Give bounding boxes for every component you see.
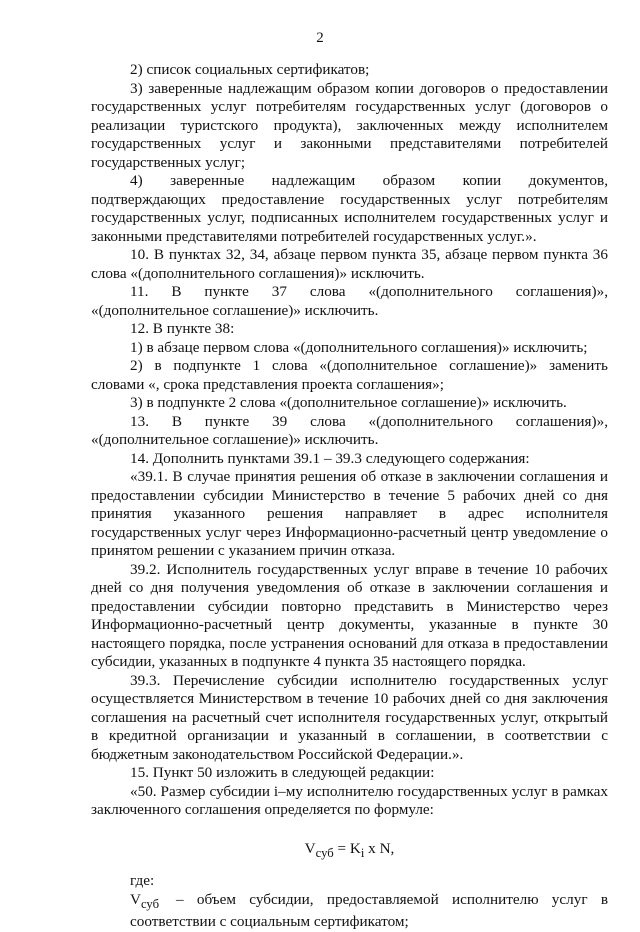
formula-v: V: [304, 839, 316, 857]
paragraph-list-item-3: 3) заверенные надлежащим образом копии договоров о предоставлении государственных услуг потребителям государственных услуг (договоров о реализации туристского продукта), заключенных между исполнителем государственных услуг и законными представителями потребителей государственных услуг;: [91, 79, 608, 171]
paragraph-item-39-1: «39.1. В случае принятия решения об отказе в заключении соглашения и предоставлении субсидии Министерство в течение 5 рабочих дней со дня принятия указанного решения направляет в адрес исполнителя государственных услуг через Информационно-расчетный центр уведомление о принятом решении с указанием причин отказа.: [91, 468, 608, 559]
paragraph-item-50: «50. Размер субсидии i–му исполнителю государственных услуг в рамках заключенного соглашения определяется по формуле:: [91, 782, 608, 818]
formula-k-subscript: i: [360, 845, 365, 860]
definition-term: $V_{суб}$: [130, 890, 160, 911]
definition-v-sub: [91, 891, 608, 932]
paragraph-item-12-sub-3: 3) в подпункте 2 слова «(дополнительное соглашение)» исключить.: [130, 394, 567, 411]
paragraph-item-39-2: 39.2. Исполнитель государственных услуг вправе в течение 10 рабочих дней со дня получения уведомления об отказе в заключении соглашения и предоставлении субсидии повторно представить в Министерство через Информационно-расчетный центр документы, указанные в пункте 30 настоящего порядка, после устранения оснований для отказа в предоставлении субсидии, указанных в подпункте 4 пункта 35 настоящего порядка.: [91, 560, 608, 670]
paragraph-item-12-sub-2: 2) в подпункте 1 слова «(дополнительное соглашение)» заменить словами «, срока представления проекта соглашения»;: [91, 357, 608, 393]
document-body: [91, 61, 608, 932]
paragraph-item-11: 11. В пункте 37 слова «(дополнительного соглашения)», «(дополнительное соглашение)» исключить.: [91, 283, 608, 319]
where-label: где:: [130, 872, 155, 890]
paragraph-item-39-3: 39.3. Перечисление субсидии исполнителю государственных услуг осуществляется Министерством в течение 10 рабочих дней со дня заключения соглашения на расчетный счет исполнителя государственных услуг, открытый в кредитной организации и указанный в соглашении, в соответствии с бюджетным законодательством Российской Федерации.».: [91, 671, 608, 763]
formula: [91, 840, 608, 863]
page-number: 2: [316, 30, 324, 46]
paragraph-item-10: 10. В пунктах 32, 34, абзаце первом пункта 35, абзаце первом пункта 36 слова «(дополнительного соглашения)» исключить.: [91, 246, 608, 282]
paragraph-list-item-2: 2) список социальных сертификатов;: [130, 61, 370, 78]
paragraph-list-item-4: 4) заверенные надлежащим образом копии документов, подтверждающих предоставление государственных услуг потребителям государственных услуг, подписанных исполнителем государственных услуг и законными представителями потребителей государственных услуг.».: [91, 172, 608, 245]
formula-v-subscript: суб: [315, 845, 334, 860]
paragraph-item-14: 14. Дополнить пунктами 39.1 – 39.3 следующего содержания:: [130, 449, 530, 467]
formula-rest: x N,: [364, 839, 395, 857]
formula-equals: =: [333, 839, 350, 857]
formula-k: K: [349, 839, 361, 857]
paragraph-item-15: 15. Пункт 50 изложить в следующей редакции:: [130, 764, 435, 781]
definition-text: – объем субсидии, предоставляемой исполнителю услуг в соответствии с социальным сертификатом;: [130, 890, 608, 931]
paragraph-item-12-sub-1: 1) в абзаце первом слова «(дополнительного соглашения)» исключить;: [130, 338, 588, 356]
paragraph-item-13: 13. В пункте 39 слова «(дополнительного соглашения)», «(дополнительное соглашение)» исключить.: [91, 412, 608, 448]
paragraph-item-12: 12. В пункте 38:: [130, 320, 235, 337]
